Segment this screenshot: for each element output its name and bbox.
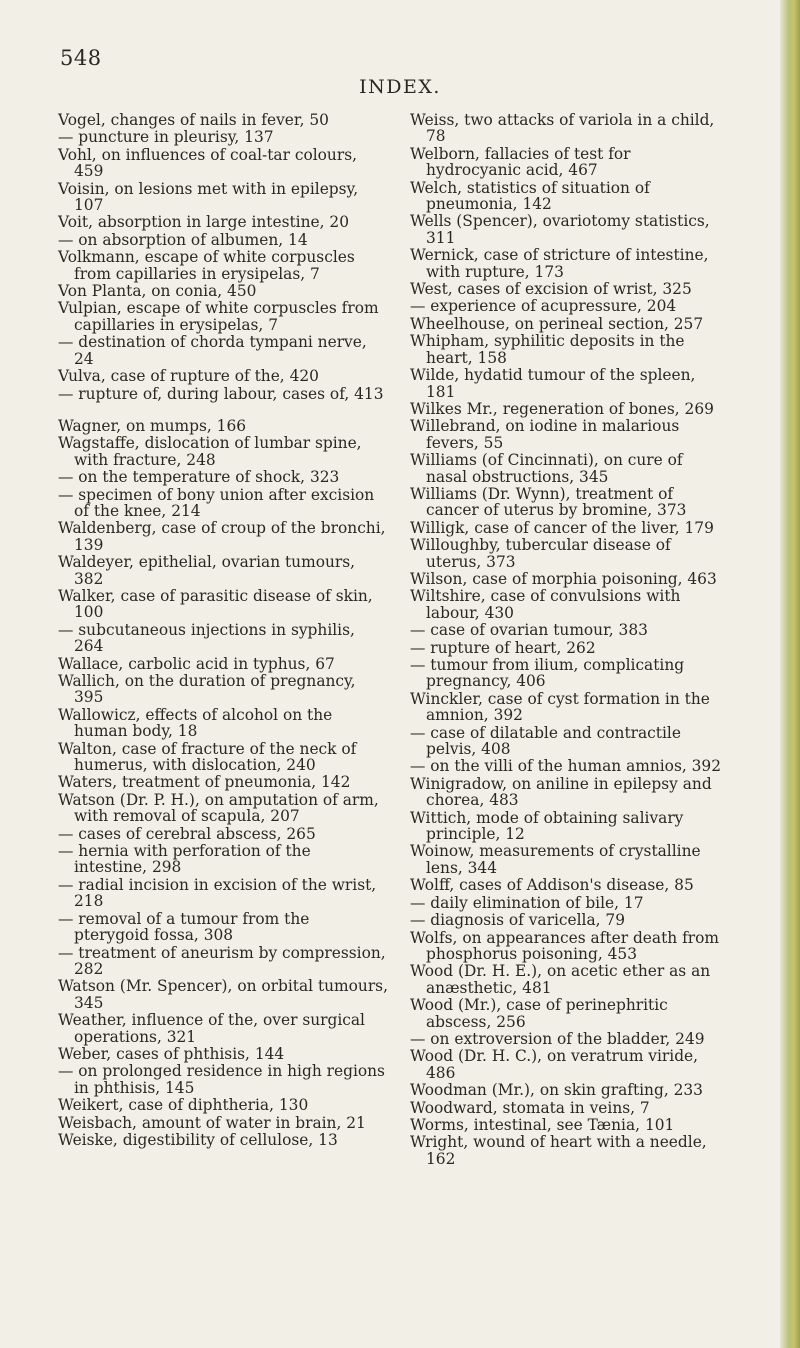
index-entry: Wallace, carbolic acid in typhus, 67 <box>58 654 335 673</box>
index-entry: Wheelhouse, on perineal section, 257 <box>410 314 704 333</box>
index-entry: Walton, case of fracture of the neck of humerus, with dislocation, 240 <box>58 739 357 775</box>
index-entry: Watson (Mr. Spencer), on orbital tumours, 345 <box>58 977 388 1012</box>
index-entry: Wernick, case of stricture of intestine, with rupture, 173 <box>410 246 709 281</box>
index-entry: Wood (Dr. H. E.), on acetic ether as an anæsthetic, 481 <box>410 962 711 997</box>
index-entry: Wolff, cases of Addison's disease, 85 <box>410 876 694 895</box>
index-entry: — hernia with perforation of the intestine, 298 <box>58 842 311 877</box>
index-entry: Weiss, two attacks of variola in a child, 78 <box>410 111 715 146</box>
index-entry: — on prolonged residence in high regions in phthisis, 145 <box>58 1062 385 1097</box>
index-entry: Wiltshire, case of convulsions with labour, 430 <box>410 587 681 622</box>
index-entry: Wallich, on the duration of pregnancy, 395 <box>58 672 356 707</box>
index-entry: Wilde, hydatid tumour of the spleen, 181 <box>410 366 696 401</box>
index-entry: Woinow, measurements of crystalline lens, 344 <box>410 842 701 877</box>
index-entry: Williams (of Cincinnati), on cure of nasal obstructions, 345 <box>410 451 683 486</box>
index-entry: Wells (Spencer), ovariotomy statistics, 311 <box>410 212 710 247</box>
index-entry: — removal of a tumour from the pterygoid fossa, 308 <box>58 909 310 945</box>
index-entry: — on the villi of the human amnios, 392 <box>410 757 722 776</box>
index-entry: Woodward, stomata in veins, 7 <box>410 1098 650 1117</box>
index-entry: Voit, absorption in large intestine, 20 <box>58 213 349 232</box>
index-entry: — case of dilatable and contractile pelvis, 408 <box>410 723 681 759</box>
index-entry: — on extroversion of the bladder, 249 <box>410 1029 705 1048</box>
index-entry: Willigk, case of cancer of the liver, 179 <box>410 518 714 537</box>
index-entry: — rupture of heart, 262 <box>410 638 596 657</box>
index-entry: Von Planta, on conia, 450 <box>58 282 257 301</box>
index-entry: — puncture in pleurisy, 137 <box>58 128 274 147</box>
page-edge-strip <box>780 0 800 1348</box>
index-entry: Weather, influence of the, over surgical operations, 321 <box>58 1011 365 1046</box>
index-entry: — on the temperature of shock, 323 <box>58 468 340 487</box>
index-entry: Weikert, case of diphtheria, 130 <box>58 1096 309 1115</box>
index-entry: Wood (Dr. H. C.), on veratrum viride, 486 <box>410 1047 699 1082</box>
index-entry: Welch, statistics of situation of pneumonia, 142 <box>410 178 650 214</box>
index-entry: Waters, treatment of pneumonia, 142 <box>58 773 351 792</box>
index-entry: Weiske, digestibility of cellulose, 13 <box>58 1130 338 1149</box>
index-entry: West, cases of excision of wrist, 325 <box>410 280 692 299</box>
index-entry: Whipham, syphilitic deposits in the heart, 158 <box>410 332 685 367</box>
index-entry: Wittich, mode of obtaining salivary principle, 12 <box>410 808 684 844</box>
index-entry: — rupture of, during labour, cases of, 413 <box>58 384 384 403</box>
index-entry: Vulpian, escape of white corpuscles from capillaries in erysipelas, 7 <box>58 299 379 334</box>
index-entry: Wagner, on mumps, 166 <box>58 416 247 435</box>
index-entry: Wagstaffe, dislocation of lumbar spine, with fracture, 248 <box>58 434 362 469</box>
index-entry: Willebrand, on iodine in malarious fevers, 55 <box>410 417 680 452</box>
index-entry: Wilson, case of morphia poisoning, 463 <box>410 569 717 588</box>
index-entry: Vohl, on influences of coal-tar colours, 459 <box>58 145 357 181</box>
index-entry: Walker, case of parasitic disease of skin, 100 <box>58 586 373 622</box>
index-entry: Welborn, fallacies of test for hydrocyanic acid, 467 <box>410 144 631 180</box>
index-entry: Voisin, on lesions met with in epilepsy, 107 <box>58 179 359 215</box>
index-entry: Wolfs, on appearances after death from phosphorus poisoning, 453 <box>410 928 719 963</box>
index-entry: — specimen of bony union after excision of the knee, 214 <box>58 485 375 520</box>
index-entry: Volkmann, escape of white corpuscles from capillaries in erysipelas, 7 <box>58 248 355 283</box>
index-entry: Willoughby, tubercular disease of uterus, 373 <box>410 536 671 571</box>
index-entry: — on absorption of albumen, 14 <box>58 230 308 249</box>
index-entry: Vulva, case of rupture of the, 420 <box>58 367 319 386</box>
index-column-right <box>410 112 726 1168</box>
index-entry: Waldeyer, epithelial, ovarian tumours, 382 <box>58 553 356 588</box>
index-entry: — destination of chorda tympani nerve, 24 <box>58 333 367 368</box>
index-entry: Wilkes Mr., regeneration of bones, 269 <box>410 399 714 418</box>
page-number: 548 <box>60 46 102 70</box>
index-entry: Winigradow, on aniline in epilepsy and chorea, 483 <box>410 774 712 810</box>
index-entry: Vogel, changes of nails in fever, 50 <box>58 111 329 129</box>
index-column-left <box>58 112 388 1149</box>
index-entry: Winckler, case of cyst formation in the amnion, 392 <box>410 689 710 725</box>
index-entry: — daily elimination of bile, 17 <box>410 893 644 912</box>
running-head: INDEX. <box>359 76 441 98</box>
index-entry: Watson (Dr. P. H.), on amputation of arm, with removal of scapula, 207 <box>58 790 379 826</box>
index-entry: — cases of cerebral abscess, 265 <box>58 824 316 843</box>
index-entry: Wood (Mr.), case of perinephritic abscess, 256 <box>410 996 668 1031</box>
index-entry: Weisbach, amount of water in brain, 21 <box>58 1113 366 1132</box>
index-entry: — subcutaneous injections in syphilis, 264 <box>58 620 355 656</box>
index-entry: — case of ovarian tumour, 383 <box>410 621 648 640</box>
index-entry: — tumour from ilium, complicating pregnancy, 406 <box>410 656 685 691</box>
index-entry: Wright, wound of heart with a needle, 162 <box>410 1133 707 1168</box>
index-entry: — experience of acupressure, 204 <box>410 297 677 316</box>
index-entry: — treatment of aneurism by compression, 282 <box>58 943 386 978</box>
index-entry: Waldenberg, case of croup of the bronchi, 139 <box>58 519 386 554</box>
index-entry: Weber, cases of phthisis, 144 <box>58 1044 285 1063</box>
index-entry: Worms, intestinal, see Tænia, 101 <box>410 1115 675 1134</box>
index-entry: Woodman (Mr.), on skin grafting, 233 <box>410 1081 703 1100</box>
index-entry: — radial incision in excision of the wrist, 218 <box>58 875 377 911</box>
index-entry: Williams (Dr. Wynn), treatment of cancer of uterus by bromine, 373 <box>410 484 687 520</box>
index-entry: — diagnosis of varicella, 79 <box>410 911 625 930</box>
index-entry: Wallowicz, effects of alcohol on the human body, 18 <box>58 705 333 741</box>
